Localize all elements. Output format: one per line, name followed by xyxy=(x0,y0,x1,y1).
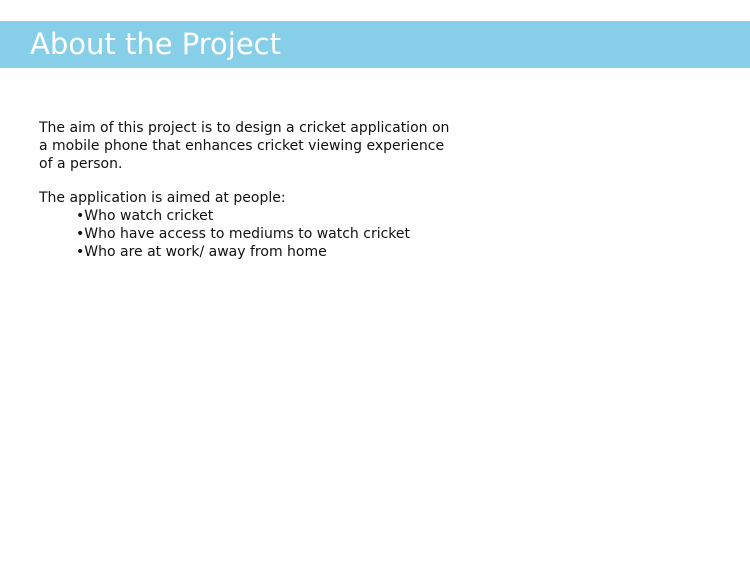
audience-item-text: Who have access to mediums to watch cricket xyxy=(84,226,411,242)
audience-list xyxy=(39,207,459,261)
audience-item-text: Who watch cricket xyxy=(84,208,214,224)
audience-item xyxy=(76,225,459,243)
audience-section xyxy=(39,189,459,261)
slide-body xyxy=(39,119,459,261)
audience-item xyxy=(76,207,459,225)
intro-paragraph: The aim of this project is to design a cricket application on a mobile phone that enhances cricket viewing experience of a person. xyxy=(39,120,450,172)
audience-item-text: Who are at work/ away from home xyxy=(84,244,327,260)
slide-title: About the Project xyxy=(30,27,281,61)
audience-item xyxy=(76,243,459,261)
title-bar xyxy=(0,21,750,68)
audience-heading: The application is aimed at people: xyxy=(39,190,286,206)
